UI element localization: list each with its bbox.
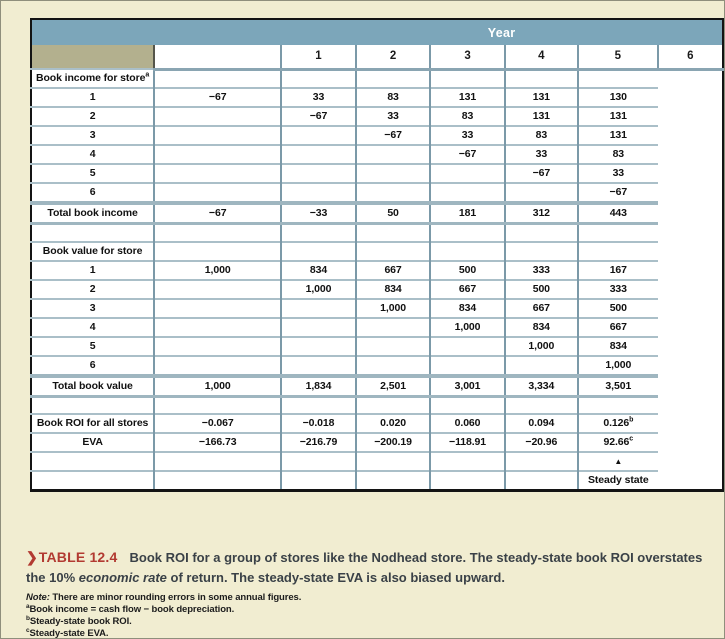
table-cell: 500	[505, 280, 578, 299]
year-header: Year	[281, 19, 723, 45]
table-cell: −0.018	[281, 414, 356, 433]
table-cell	[281, 452, 356, 471]
year-col-header: 2	[356, 45, 431, 69]
table-cell: 1,000	[430, 318, 504, 337]
table-cell: 83	[356, 88, 431, 107]
row-label: 3	[31, 126, 154, 145]
table-cell: −118.91	[430, 433, 504, 452]
table-cell	[356, 145, 431, 164]
row-label: 6	[31, 183, 154, 203]
table-cell: 834	[505, 318, 578, 337]
table-row	[31, 88, 723, 107]
table-cell: 33	[281, 88, 356, 107]
table-cell	[356, 224, 431, 242]
table-cell: 1,000	[154, 376, 281, 397]
row-label: 3	[31, 299, 154, 318]
table-cell	[430, 337, 504, 356]
row-label: Book value for store	[31, 242, 154, 261]
table-cell: −67	[578, 183, 658, 203]
table-row	[31, 164, 723, 183]
table-cell: 500	[430, 261, 504, 280]
steady-state-arrow-icon: ▲	[578, 452, 658, 471]
footnote-c: $^c$Steady-state EVA.	[26, 626, 109, 639]
table-cell: 131	[578, 126, 658, 145]
table-cell: 1,000	[578, 356, 658, 376]
year-col-header: 6	[658, 45, 723, 69]
table-caption	[26, 547, 706, 588]
table-row	[31, 145, 723, 164]
table-row	[31, 414, 723, 433]
footnote-b: $^b$Steady-state book ROI.	[26, 614, 132, 627]
table-row	[31, 183, 723, 203]
row-label: 4	[31, 145, 154, 164]
table-cell: 333	[578, 280, 658, 299]
table-row	[31, 261, 723, 280]
table-cell: −67	[281, 107, 356, 126]
table-cell: 83	[578, 145, 658, 164]
table-cell: 83	[505, 126, 578, 145]
table-row	[31, 299, 723, 318]
table-row	[31, 203, 723, 224]
table-cell: 0.126$^b$	[578, 414, 658, 433]
row-label: 1	[31, 261, 154, 280]
table-cell	[356, 337, 431, 356]
year-col-header: 5	[578, 45, 658, 69]
row-label: Total book value	[31, 376, 154, 397]
table-cell	[356, 318, 431, 337]
row-label: 2	[31, 107, 154, 126]
table-cell: 0.094	[505, 414, 578, 433]
table-cell: 3,001	[430, 376, 504, 397]
table-cell	[281, 126, 356, 145]
table-cell: 834	[430, 299, 504, 318]
row-label	[31, 224, 154, 242]
table-cell	[356, 242, 431, 261]
note-line: Note: There are minor rounding errors in some annual figures.	[26, 592, 302, 603]
row-label: 6	[31, 356, 154, 376]
table-cell	[154, 145, 281, 164]
table-cell	[505, 69, 578, 88]
table-cell: 1,834	[281, 376, 356, 397]
table-cell	[430, 224, 504, 242]
table-cell	[505, 396, 578, 414]
table-cell	[356, 356, 431, 376]
table-cell: −0.067	[154, 414, 281, 433]
table-row	[31, 126, 723, 145]
table-cell: −67	[154, 88, 281, 107]
table-row	[31, 107, 723, 126]
table-cell: 0.020	[356, 414, 431, 433]
table-row	[31, 471, 723, 491]
table-row	[31, 224, 723, 242]
table-cell: 131	[505, 107, 578, 126]
table-cell	[281, 471, 356, 491]
row-label: 1	[31, 88, 154, 107]
table-cell	[154, 164, 281, 183]
table-cell: 33	[430, 126, 504, 145]
row-label	[31, 452, 154, 471]
table-cell	[281, 356, 356, 376]
table-cell: 33	[578, 164, 658, 183]
table-cell	[505, 224, 578, 242]
table-cell: 83	[430, 107, 504, 126]
table-cell: 333	[505, 261, 578, 280]
table-cell: 33	[356, 107, 431, 126]
table-cell: 130	[578, 88, 658, 107]
table-cell	[505, 356, 578, 376]
table-cell: 3,501	[578, 376, 658, 397]
table-cell	[356, 452, 431, 471]
table-cell	[356, 183, 431, 203]
table-cell: 500	[578, 299, 658, 318]
table-cell	[281, 183, 356, 203]
table-cell: 50	[356, 203, 431, 224]
table-cell	[430, 471, 504, 491]
table-cell	[154, 242, 281, 261]
table-cell	[154, 356, 281, 376]
table-cell	[578, 242, 658, 261]
year-col-header: 4	[505, 45, 578, 69]
table-cell	[281, 164, 356, 183]
table-cell: 3,334	[505, 376, 578, 397]
table-cell	[430, 183, 504, 203]
table-cell	[356, 164, 431, 183]
table-cell: 834	[356, 280, 431, 299]
table-cell	[154, 224, 281, 242]
row-label: 4	[31, 318, 154, 337]
table-cell: 667	[578, 318, 658, 337]
table-body	[31, 69, 723, 491]
table-cell	[281, 299, 356, 318]
year-col-header: 1	[281, 45, 356, 69]
table-row	[31, 433, 723, 452]
table-cell: 834	[281, 261, 356, 280]
table-12-4-figure	[30, 18, 724, 492]
table-cell	[356, 69, 431, 88]
table-cell: 1,000	[505, 337, 578, 356]
table-cell: 443	[578, 203, 658, 224]
table-cell: −33	[281, 203, 356, 224]
table-cell	[154, 126, 281, 145]
table-cell: −166.73	[154, 433, 281, 452]
table-cell	[430, 164, 504, 183]
table-cell: 1,000	[356, 299, 431, 318]
table-cell	[281, 69, 356, 88]
table-cell	[154, 69, 281, 88]
table-cell: −67	[430, 145, 504, 164]
table-cell	[281, 224, 356, 242]
table-cell	[430, 452, 504, 471]
row-label: Book ROI for all stores	[31, 414, 154, 433]
table-cell: −67	[356, 126, 431, 145]
table-cell	[505, 183, 578, 203]
table-cell	[356, 471, 431, 491]
table-cell: 0.060	[430, 414, 504, 433]
table-row	[31, 318, 723, 337]
note-label: Note:	[26, 592, 50, 603]
table-row	[31, 376, 723, 397]
table-cell: −216.79	[281, 433, 356, 452]
row-label: 2	[31, 280, 154, 299]
table-cell: 131	[430, 88, 504, 107]
table-cell	[505, 242, 578, 261]
table-row	[31, 356, 723, 376]
table-cell	[154, 471, 281, 491]
table-cell: Steady state	[578, 471, 658, 491]
data-table	[30, 18, 724, 492]
table-cell: 33	[505, 145, 578, 164]
table-cell: 131	[505, 88, 578, 107]
table-cell	[281, 318, 356, 337]
table-cell: 312	[505, 203, 578, 224]
table-cell: 92.66$^c$	[578, 433, 658, 452]
table-cell: −67	[154, 203, 281, 224]
row-label-header	[154, 45, 281, 69]
table-cell	[154, 452, 281, 471]
table-cell: 834	[578, 337, 658, 356]
table-cell	[281, 242, 356, 261]
left-accent-stripe	[31, 45, 154, 69]
year-header-row	[31, 19, 723, 45]
year-col-header: 3	[430, 45, 504, 69]
table-row	[31, 396, 723, 414]
footnote-a: $^a$Book income = cash flow − book depreciation.	[26, 602, 235, 615]
row-label	[31, 396, 154, 414]
table-cell	[154, 107, 281, 126]
table-cell	[430, 396, 504, 414]
table-cell: 667	[430, 280, 504, 299]
table-row	[31, 280, 723, 299]
table-cell: −20.96	[505, 433, 578, 452]
table-cell	[154, 396, 281, 414]
column-header-row	[31, 45, 723, 69]
table-row	[31, 452, 723, 471]
table-cell	[505, 471, 578, 491]
table-cell	[578, 224, 658, 242]
row-label: Book income for store$^a$	[31, 69, 154, 88]
table-cell	[430, 69, 504, 88]
table-cell: 131	[578, 107, 658, 126]
table-cell: 1,000	[281, 280, 356, 299]
table-row	[31, 337, 723, 356]
table-cell	[154, 337, 281, 356]
table-cell	[154, 280, 281, 299]
table-notes	[26, 592, 301, 639]
table-cell	[154, 299, 281, 318]
row-label: 5	[31, 164, 154, 183]
table-cell: 167	[578, 261, 658, 280]
row-label: 5	[31, 337, 154, 356]
table-cell	[356, 396, 431, 414]
table-cell: −67	[505, 164, 578, 183]
caption-arrow-icon: ❯	[26, 549, 38, 565]
table-cell	[154, 183, 281, 203]
table-cell: 2,501	[356, 376, 431, 397]
table-number-label: TABLE 12.4	[38, 549, 118, 565]
table-cell: 667	[356, 261, 431, 280]
caption-text: Book ROI for a group of stores like the Nodhead store. The steady-state book ROI overstates the 10% economic rate of return. The steady-state EVA is also biased upward.	[26, 550, 703, 585]
table-cell	[578, 69, 658, 88]
table-cell	[281, 396, 356, 414]
table-cell: 181	[430, 203, 504, 224]
table-row	[31, 242, 723, 261]
table-cell	[505, 452, 578, 471]
table-cell: 667	[505, 299, 578, 318]
table-cell	[281, 145, 356, 164]
row-label: Total book income	[31, 203, 154, 224]
row-label	[31, 471, 154, 491]
table-cell	[281, 337, 356, 356]
table-cell	[430, 242, 504, 261]
table-cell	[578, 396, 658, 414]
table-cell	[430, 356, 504, 376]
table-cell: 1,000	[154, 261, 281, 280]
row-label: EVA	[31, 433, 154, 452]
year-header-spacer	[31, 19, 281, 45]
table-row	[31, 69, 723, 88]
table-cell: −200.19	[356, 433, 431, 452]
table-cell	[154, 318, 281, 337]
